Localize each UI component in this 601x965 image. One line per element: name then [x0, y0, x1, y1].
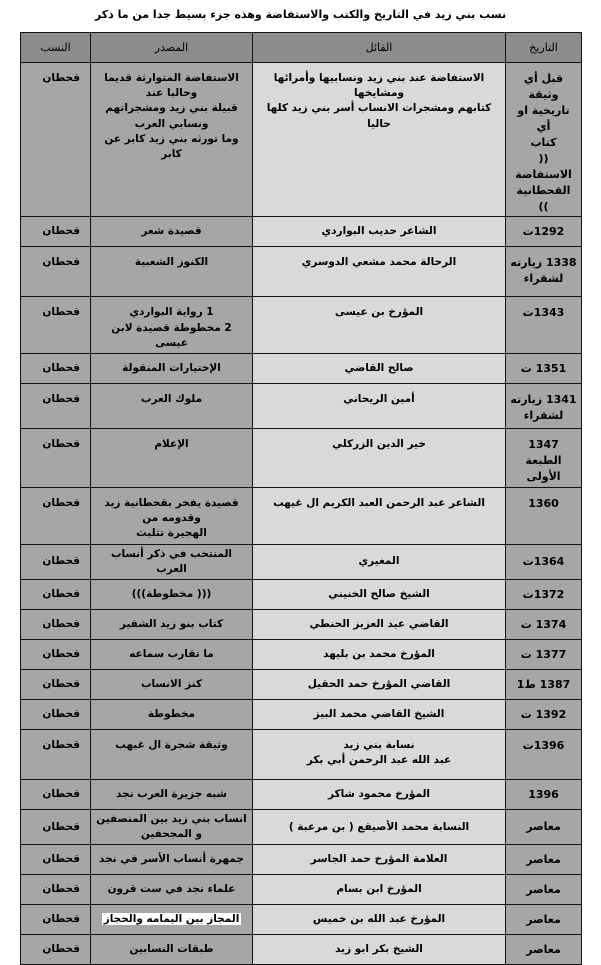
date-cell [506, 730, 582, 780]
date-cell [506, 845, 582, 875]
date-line: لشقراء [523, 409, 564, 423]
date-cell [506, 384, 582, 429]
source-cell [91, 905, 253, 935]
qail-cell [253, 544, 506, 579]
date-line: تاريخية او أي [517, 103, 570, 133]
table-row [21, 935, 582, 965]
table-row [21, 354, 582, 384]
source-cell [91, 384, 253, 429]
date-cell [506, 640, 582, 670]
date-cell [506, 780, 582, 810]
nasab-cell: قحطان [21, 580, 91, 610]
date-cell [506, 429, 582, 488]
date-line: معاصر [526, 820, 561, 834]
table-row [21, 780, 582, 810]
qail-line: الشاعر عبد الرحمن العبد الكريم ال غيهب [273, 496, 485, 509]
date-cell [506, 935, 582, 965]
source-cell [91, 487, 253, 544]
date-line: 1360 [528, 496, 559, 510]
table-row [21, 640, 582, 670]
date-line: 1387 ط1 [516, 677, 571, 691]
qail-cell [253, 700, 506, 730]
nasab-cell: قحطان [21, 354, 91, 384]
qail-line: أمين الريحاني [343, 393, 415, 406]
qail-cell [253, 354, 506, 384]
date-cell [506, 63, 582, 217]
qail-cell [253, 297, 506, 354]
header-date: التاريخ [506, 33, 582, 63]
header-source: المصدر [91, 33, 253, 63]
qail-cell [253, 905, 506, 935]
date-line: قبل أي وثيقة [523, 72, 564, 101]
table-row [21, 610, 582, 640]
qail-line: الشيخ بكر ابو زيد [335, 943, 423, 956]
qail-line: كتابهم ومشجرات الانساب أسر بني زيد كلها حاليا [266, 102, 492, 130]
nasab-cell: قحطان [21, 905, 91, 935]
source-line: 2 مخطوطة قصيدة لابن عيسى [111, 321, 232, 349]
source-line: الإختيارات المنقولة [122, 361, 221, 374]
qail-line: المؤرخ بن عيسى [334, 306, 424, 319]
source-cell [91, 544, 253, 579]
nasab-cell: قحطان [21, 700, 91, 730]
table-row [21, 487, 582, 544]
header-nasab: النسب [21, 33, 91, 63]
nasab-cell: قحطان [21, 63, 91, 217]
source-cell [91, 730, 253, 780]
date-line: 1392 ت [520, 707, 567, 721]
date-line: 1347 الطبعة [525, 438, 562, 468]
source-line: طبقات النسابين [129, 943, 214, 956]
nasab-cell: قحطان [21, 670, 91, 700]
table-row [21, 670, 582, 700]
table-row [21, 544, 582, 579]
nasab-cell: قحطان [21, 875, 91, 905]
qail-cell [253, 810, 506, 845]
source-line: كنز الانساب [140, 677, 203, 690]
table-body [21, 63, 582, 965]
nasab-cell: قحطان [21, 640, 91, 670]
table-row [21, 217, 582, 247]
source-line: ما تقارب سماعه [129, 647, 214, 660]
source-cell [91, 935, 253, 965]
table-header-row [21, 33, 582, 63]
qail-cell [253, 670, 506, 700]
qail-cell [253, 63, 506, 217]
date-cell [506, 875, 582, 905]
date-cell [506, 700, 582, 730]
source-cell [91, 875, 253, 905]
table-row [21, 905, 582, 935]
date-cell [506, 580, 582, 610]
nasab-cell: قحطان [21, 610, 91, 640]
qail-cell [253, 780, 506, 810]
nasab-cell: قحطان [21, 217, 91, 247]
table-row [21, 297, 582, 354]
source-line: الاستفاضة المتوارثة قديما وحاليا عند [104, 72, 239, 100]
source-cell [91, 640, 253, 670]
source-cell [91, 700, 253, 730]
nasab-cell: قحطان [21, 780, 91, 810]
source-line: 1 رواية البواردي [129, 306, 214, 319]
date-cell [506, 354, 582, 384]
source-line: وثيقة شجرة ال غيهب [115, 739, 228, 751]
table-row [21, 429, 582, 488]
qail-cell [253, 580, 506, 610]
nasab-cell: قحطان [21, 384, 91, 429]
date-line: 1396 [528, 787, 559, 801]
qail-line: المؤرخ ابن بسام [336, 883, 422, 896]
qail-cell [253, 640, 506, 670]
date-line: 1364ت [522, 554, 565, 568]
nasab-cell: قحطان [21, 544, 91, 579]
date-cell [506, 544, 582, 579]
qail-cell [253, 384, 506, 429]
source-cell [91, 610, 253, 640]
page-title: نسب بني زيد في التاريخ والكتب والاستفاضة وهذه جزء بسيط جدا من ما ذكر [94, 8, 507, 21]
source-cell [91, 845, 253, 875]
qail-line: المغيري [358, 555, 400, 568]
highlighted-text: المجاز بين اليمامه والحجاز [103, 913, 240, 926]
source-cell [91, 670, 253, 700]
date-line: معاصر [526, 852, 561, 866]
source-line: شبه جزيرة العرب نجد [116, 787, 227, 800]
qail-line: عبد الله عبد الرحمن أبي بكر [306, 754, 452, 767]
date-line: 1374 ت [520, 617, 567, 631]
source-line: ((( مخطوطة))) [131, 587, 212, 600]
qail-line: الرحالة محمد مشعي الدوسري [301, 256, 457, 269]
source-line: جمهرة أنساب الأسر في نجد [99, 853, 244, 866]
date-cell [506, 810, 582, 845]
qail-cell [253, 217, 506, 247]
table-row [21, 247, 582, 297]
date-line: معاصر [526, 882, 561, 896]
date-line: 1338 زيارته [510, 256, 577, 270]
date-cell [506, 247, 582, 297]
table-row [21, 384, 582, 429]
qail-line: القاضي عبد العزيز الحنطي [309, 617, 449, 630]
source-cell [91, 780, 253, 810]
source-line: كتاب بنو زيد الشقير [119, 617, 224, 630]
table-row [21, 875, 582, 905]
qail-cell [253, 845, 506, 875]
source-line: انساب بني زيد بين المنصفين و المجحفين [96, 813, 247, 841]
date-line: 1343ت [522, 306, 565, 320]
source-cell [91, 247, 253, 297]
qail-cell [253, 730, 506, 780]
nasab-cell: قحطان [21, 297, 91, 354]
nasab-table [20, 32, 582, 965]
qail-cell [253, 875, 506, 905]
qail-line: المؤرخ محمد بن بليهد [323, 647, 435, 660]
date-line: (( الاستفاضة [515, 151, 572, 181]
date-line: الأولى [526, 469, 561, 483]
source-line [95, 912, 248, 927]
qail-cell [253, 429, 506, 488]
date-line: 1377 ت [520, 647, 567, 661]
nasab-cell: قحطان [21, 935, 91, 965]
qail-line: القاضي المؤرخ حمد الحقيل [307, 677, 451, 690]
qail-line: الشاعر حديب البواردي [321, 225, 437, 238]
qail-line: صالح القاضي [344, 361, 414, 374]
table-row [21, 810, 582, 845]
table-row [21, 63, 582, 217]
qail-line: النسابة محمد الأصيقع ( بن مرعبة ) [288, 820, 470, 833]
date-line: 1351 ت [520, 361, 567, 375]
source-line: الإعلام [154, 438, 189, 451]
source-line: علماء نجد في ست قرون [107, 883, 236, 896]
date-cell [506, 217, 582, 247]
source-cell [91, 354, 253, 384]
date-line: معاصر [526, 942, 561, 956]
source-cell [91, 297, 253, 354]
date-line: كتاب [530, 135, 557, 149]
source-cell [91, 217, 253, 247]
qail-line: الشيخ القاضي محمد البيز [313, 707, 445, 720]
source-line: ملوك العرب [140, 393, 203, 406]
date-cell [506, 905, 582, 935]
date-cell [506, 670, 582, 700]
date-cell [506, 610, 582, 640]
source-line: الكنوز الشعبية [134, 256, 209, 269]
source-cell [91, 580, 253, 610]
table-row [21, 845, 582, 875]
source-line: مخطوطة [147, 707, 196, 720]
source-line: قصيدة شعر [141, 225, 202, 238]
nasab-cell: قحطان [21, 487, 91, 544]
nasab-cell: قحطان [21, 810, 91, 845]
table-row [21, 730, 582, 780]
qail-line: الشيخ صالح الخنيني [328, 587, 430, 600]
date-cell [506, 297, 582, 354]
qail-line: نسابة بني زيد [343, 739, 415, 751]
source-line: قبيلة بني زيد ومشجراتهم ونسابي العرب [105, 102, 238, 130]
table-row [21, 700, 582, 730]
date-line: القحطانية )) [516, 183, 571, 213]
qail-line: العلامة المؤرخ حمد الجاسر [310, 853, 448, 866]
source-cell [91, 429, 253, 488]
qail-line: الاستفاضة عند بني زيد ونسابيها وأمرائها ومشايخها [273, 72, 485, 100]
qail-cell [253, 610, 506, 640]
date-line: 1341 زيارته [510, 393, 577, 407]
table-row [21, 580, 582, 610]
qail-cell [253, 247, 506, 297]
source-line: قصيدة يفخر بقحطانية زيد وقدومه من [104, 496, 239, 525]
nasab-cell: قحطان [21, 730, 91, 780]
date-line: 1396ت [522, 739, 565, 752]
date-cell [506, 487, 582, 544]
source-line: الهجيرة تثليث [136, 527, 207, 540]
date-line: لشقراء [523, 272, 564, 286]
qail-cell [253, 487, 506, 544]
nasab-cell: قحطان [21, 429, 91, 488]
date-line: 1292ت [522, 224, 565, 238]
nasab-cell: قحطان [21, 247, 91, 297]
source-cell [91, 63, 253, 217]
qail-line: المؤرخ عبد الله بن خميس [312, 913, 446, 926]
qail-line: المؤرخ محمود شاكر [327, 787, 431, 800]
date-line: 1372ت [522, 587, 565, 601]
date-line: معاصر [526, 912, 561, 926]
header-qail: القائل [253, 33, 506, 63]
source-line: وما تورثه بني زيد كابر عن كابر [104, 132, 239, 161]
qail-cell [253, 935, 506, 965]
source-line: المنتخب في ذكر أنساب العرب [110, 547, 233, 575]
source-cell [91, 810, 253, 845]
qail-line: خير الدين الزركلي [332, 438, 426, 451]
nasab-cell: قحطان [21, 845, 91, 875]
